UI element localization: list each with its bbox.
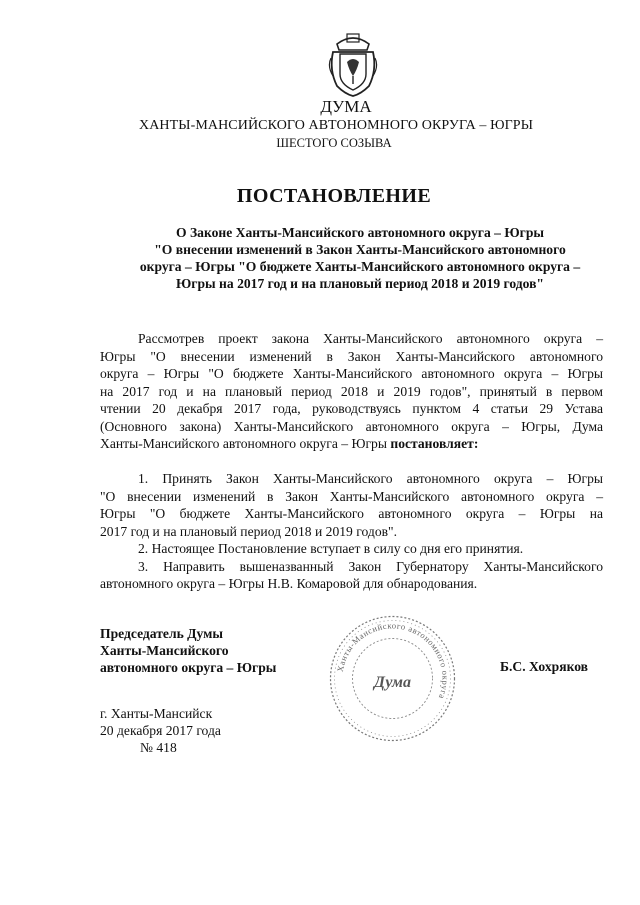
signatory-name: Б.С. Хохряков: [500, 659, 589, 674]
stamp-ring-text: Ханты-Мансийского автономного округа: [334, 620, 451, 701]
item-1-line: "О внесении изменений в Закон Ханты-Мансийского автономного округа –: [100, 488, 603, 504]
signature-position-line: Ханты-Мансийского: [100, 643, 229, 658]
preamble-paragraph: [100, 330, 603, 453]
official-stamp: [325, 611, 460, 746]
subject-line: "О внесении изменений в Закон Ханты-Мансийского автономного: [154, 242, 566, 257]
document-date: 20 декабря 2017 года: [100, 723, 221, 738]
document-title: ПОСТАНОВЛЕНИЕ: [236, 185, 432, 207]
header-duma: ДУМА: [320, 97, 372, 116]
item-1-line: Югры "О бюджете Ханты-Мансийского автономного округа – Югры на: [100, 506, 603, 521]
item-1-line: 1. Принять Закон Ханты-Мансийского автономного округа – Югры: [138, 471, 603, 486]
stamp-center-text: Дума: [374, 674, 411, 691]
item-3-line: автономного округа – Югры Н.В. Комаровой для обнародования.: [100, 576, 478, 591]
preamble-line: на 2017 год и на плановый период 2018 и 2019 годов", принятый в первом: [100, 383, 603, 399]
preamble-line: округа – Югры "О бюджете Ханты-Мансийского автономного округа – Югры: [100, 366, 603, 381]
preamble-line: Югры "О внесении изменений в Закон Ханты-Мансийского автономного: [100, 348, 603, 364]
item-1-line: 2017 год и на плановый период 2018 и 2019 годов".: [100, 523, 397, 539]
item-2-line: 2. Настоящее Постановление вступает в силу со дня его принятия.: [138, 541, 524, 556]
subject-line: О Законе Ханты-Мансийского автономного округа – Югры: [176, 225, 544, 240]
preamble-line: Рассмотрев проект закона Ханты-Мансийского автономного округа –: [138, 331, 603, 346]
preamble-line: Ханты-Мансийского автономного округа – Югры: [100, 436, 391, 451]
header-convocation: ШЕСТОГО СОЗЫВА: [276, 136, 392, 150]
document-place: г. Ханты-Мансийск: [100, 706, 213, 721]
header-okrug: ХАНТЫ-МАНСИЙСКОГО АВТОНОМНОГО ОКРУГА – ЮГРЫ: [138, 118, 534, 133]
place-date-number: [100, 705, 221, 756]
preamble-line: (Основного закона) Ханты-Мансийского автономного округа – Югры, Дума: [100, 418, 603, 434]
subject-line: округа – Югры "О бюджете Ханты-Мансийского автономного округа –: [139, 259, 581, 274]
resolution-items: [100, 470, 603, 593]
document-number: № 418: [140, 740, 177, 755]
document-subject: [100, 224, 620, 292]
document-header: [0, 97, 640, 152]
preamble-line: чтении 20 декабря 2017 года, руководствуясь пунктом 4 статьи 29 Устава: [100, 401, 603, 416]
signature-position-line: Председатель Думы: [100, 626, 224, 641]
item-3-line: 3. Направить вышеназванный Закон Губернатору Ханты-Мансийского: [138, 558, 603, 574]
preamble-final-line: [100, 435, 603, 453]
signature-position: [100, 625, 276, 676]
signature-position-line: автономного округа – Югры: [100, 660, 277, 675]
coat-of-arms-emblem: [327, 30, 379, 98]
resolves-word: постановляет:: [390, 436, 479, 451]
subject-line: Югры на 2017 год и на плановый период 2018 и 2019 годов": [176, 276, 544, 291]
